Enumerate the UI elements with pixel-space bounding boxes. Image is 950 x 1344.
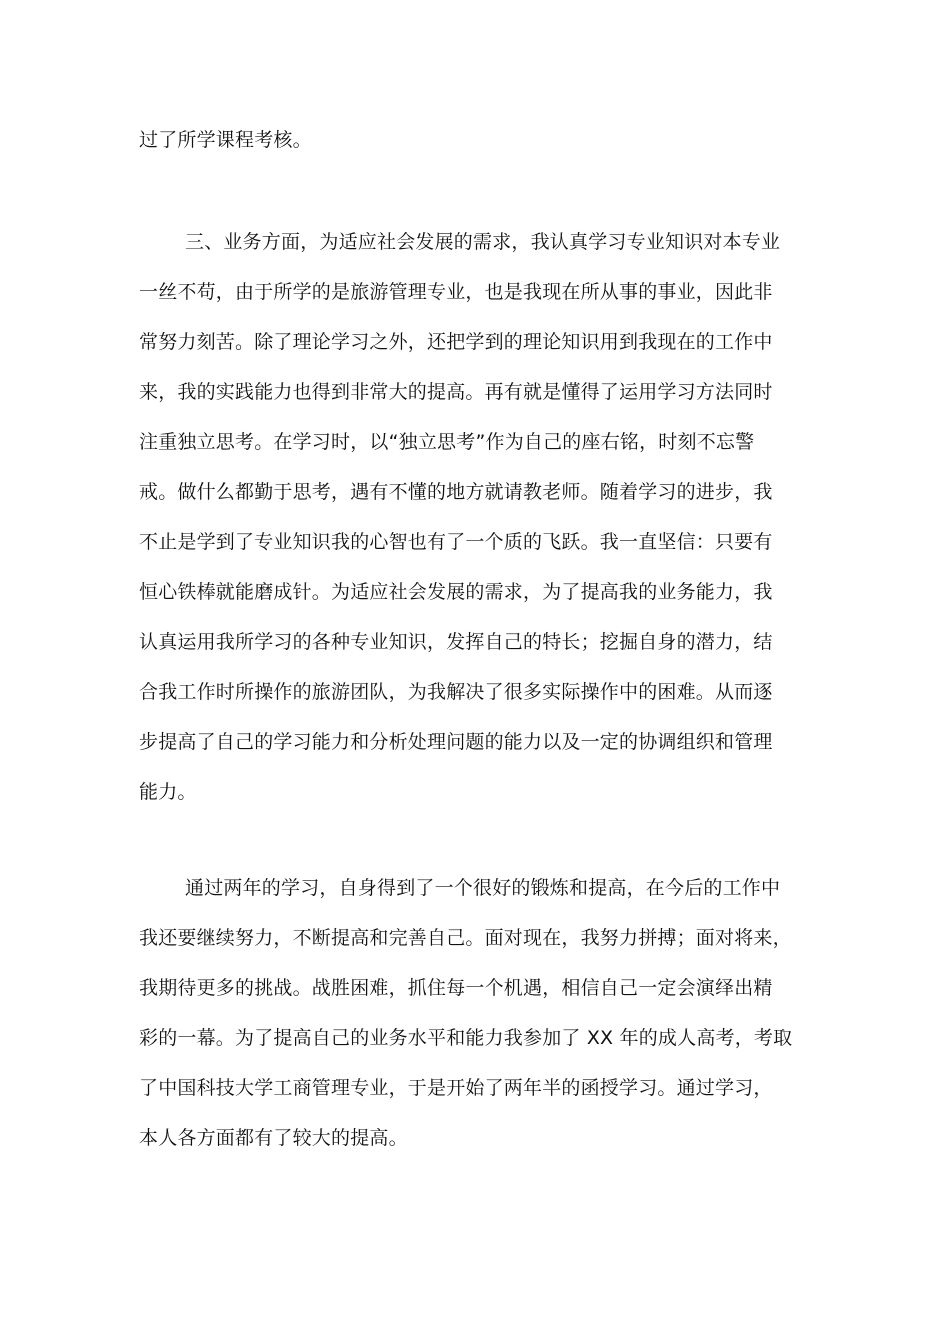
paragraph-3-line: 我期待更多的挑战。战胜困难，抓住每一个机遇，相信自己一定会演绎出精 [139, 977, 773, 999]
paragraph-2-line: 三、业务方面，为适应社会发展的需求，我认真学习专业知识对本专业 [185, 231, 781, 253]
paragraph-3-line: 我还要继续努力，不断提高和完善自己。面对现在，我努力拼搏；面对将来， [139, 927, 792, 949]
paragraph-2-line: 不止是学到了专业知识我的心智也有了一个质的飞跃。我一直坚信：只要有 [139, 531, 773, 553]
paragraph-2-line: 步提高了自己的学习能力和分析处理问题的能力以及一定的协调组织和管理 [139, 731, 773, 753]
paragraph-2-line: 恒心铁棒就能磨成针。为适应社会发展的需求，为了提高我的业务能力，我 [139, 581, 773, 603]
paragraph-2-line: 认真运用我所学习的各种专业知识，发挥自己的特长；挖掘自身的潜力，结 [139, 631, 773, 653]
paragraph-2-line: 常努力刻苦。除了理论学习之外，还把学到的理论知识用到我现在的工作中 [139, 331, 773, 353]
paragraph-3-line: 通过两年的学习，自身得到了一个很好的锻炼和提高，在今后的工作中 [185, 877, 781, 899]
paragraph-2-line: 一丝不苟，由于所学的是旅游管理专业，也是我现在所从事的事业，因此非 [139, 281, 773, 303]
paragraph-1-line: 过了所学课程考核。 [139, 129, 312, 151]
paragraph-2-line: 能力。 [139, 781, 197, 803]
paragraph-2-line: 戒。做什么都勤于思考，遇有不懂的地方就请教老师。随着学习的进步，我 [139, 481, 773, 503]
paragraph-3-line: 了中国科技大学工商管理专业，于是开始了两年半的函授学习。通过学习， [139, 1077, 773, 1099]
paragraph-2-line: 来，我的实践能力也得到非常大的提高。再有就是懂得了运用学习方法同时 [139, 381, 773, 403]
paragraph-2-line: 合我工作时所操作的旅游团队，为我解决了很多实际操作中的困难。从而逐 [139, 681, 773, 703]
paragraph-3-line: 本人各方面都有了较大的提高。 [139, 1127, 408, 1149]
paragraph-3-line: 彩的一幕。为了提高自己的业务水平和能力我参加了 XX 年的成人高考，考取 [139, 1027, 793, 1049]
paragraph-2-line: 注重独立思考。在学习时，以“独立思考”作为自己的座右铭，时刻不忘警 [139, 431, 755, 453]
